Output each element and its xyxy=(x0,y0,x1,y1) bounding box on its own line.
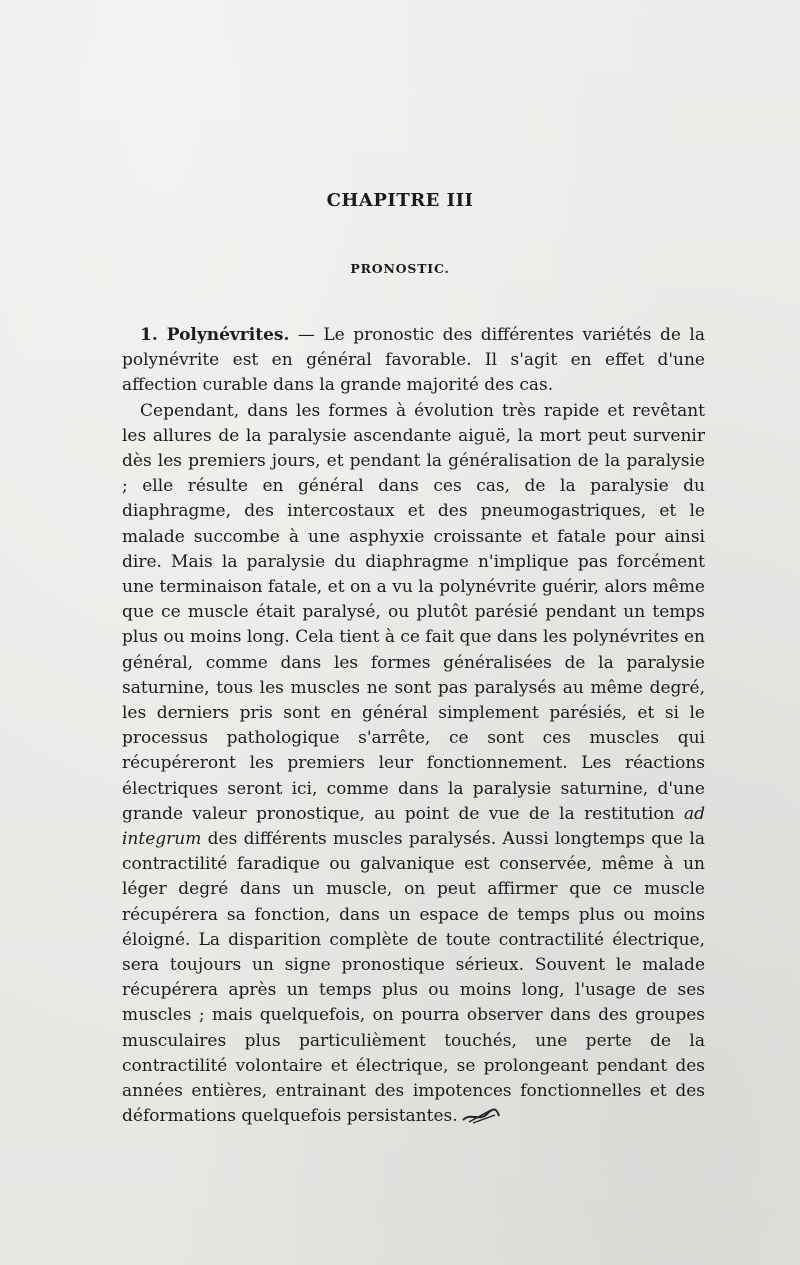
section-title: PRONOSTIC. xyxy=(350,261,450,276)
end-flourish-ornament xyxy=(461,1106,501,1124)
italic-phrase: ad integrum xyxy=(122,803,705,850)
paragraph-cependant xyxy=(122,399,705,1130)
paragraph-text: — Le pronostic des différentes variétés de la polynévrite est en général favorable. Il s'agit en effet d'une affection curable dans la grande majorité des cas. xyxy=(122,325,705,396)
paragraph-polynevrites xyxy=(122,323,705,399)
paragraph-text: Cependant, dans les formes à évolution très rapide et revêtant les allures de la paralysie ascendante aiguë, la mort peut survenir dès les premiers jours, et pendant la généralisation de la paralysie ; elle résulte en général dans ces cas, de la paralysie du diaphragme, des intercostaux et des pneumogastriques, et le malade succombe à une asphyxie croissante et fatale pour ainsi dire. Mais la paralysie du diaphragme n'implique pas forcément une terminaison fatale, et on a vu la polynévrite guérir, alors même que ce muscle était paralysé, ou plutôt parésié pendant un temps plus ou moins long. Cela tient à ce fait que dans les polynévrites en général, comme dans les formes généralisées de la paralysie saturnine, tous les muscles ne sont pas paralysés au même degré, les derniers pris sont en général simplement parésiés, et si le processus pathologique s'arrête, ce sont ces muscles qui récupéreront les premiers leur fonctionnement. Les réactions électriques seront ici, comme dans la paralysie saturnine, d'une grande valeur pronostique, au point de vue de la restitution xyxy=(122,400,705,824)
paragraph-text-continued: des différents muscles paralysés. Aussi longtemps que la contractilité faradique ou galvanique est conservée, même à un léger degré dans un muscle, on peut affirmer que ce muscle récupérera sa fonction, dans un espace de temps plus ou moins éloigné. La disparition complète de toute contractilité électrique, sera toujours un signe pronostique sérieux. Souvent le malade récupérera après un temps plus ou moins long, l'usage de ses muscles ; mais quelquefois, on pourra observer dans des groupes musculaires plus particulièment touchés, une perte de la contractilité volontaire et électrique, se prolongeant pendant des années entières, entrainant des impotences fonctionnelles et des déformations quelquefois persistantes. xyxy=(122,829,705,1127)
paragraph-lead: 1. Polynévrites. xyxy=(140,325,290,345)
chapter-title: CHAPITRE III xyxy=(326,190,474,211)
body-text xyxy=(122,323,705,1130)
